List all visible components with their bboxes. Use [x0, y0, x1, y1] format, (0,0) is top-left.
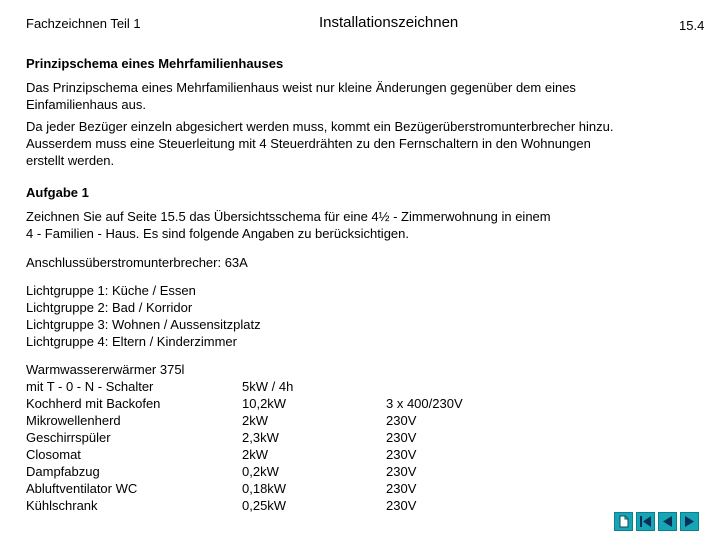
slide-navigation: [614, 512, 699, 531]
next-icon: [681, 513, 698, 530]
table-cell: Kühlschrank: [26, 498, 98, 513]
table-cell: Dampfabzug: [26, 464, 100, 479]
table-cell: 0,25kW: [242, 498, 287, 513]
first-page-icon: [637, 513, 654, 530]
table-cell: Abluftventilator WC: [26, 481, 138, 496]
table-cell: Geschirrspüler: [26, 430, 111, 445]
table-cell: 2kW: [242, 413, 268, 428]
appliance-table: [26, 361, 526, 521]
table-cell: Mikrowellenherd: [26, 413, 121, 428]
table-cell: 3 x 400/230V: [386, 396, 463, 411]
text-line: Das Prinzipschema eines Mehrfamilienhaus weist nur kleine Änderungen gegenüber dem eines: [26, 80, 576, 95]
table-cell: 230V: [386, 481, 417, 496]
table-cell: [386, 361, 506, 378]
table-cell: 0,2kW: [242, 464, 279, 479]
text-line: Einfamilienhaus aus.: [26, 97, 146, 112]
list-item: Lichtgruppe 4: Eltern / Kinderzimmer: [26, 334, 237, 349]
list-item: Lichtgruppe 3: Wohnen / Aussensitzplatz: [26, 317, 261, 332]
table-cell: 2kW: [242, 447, 268, 462]
table-cell: 230V: [386, 447, 417, 462]
table-cell: 230V: [386, 498, 417, 513]
text-line: Da jeder Bezüger einzeln abgesichert werden muss, kommt ein Bezügerüberstromunterbrecher hinzu.: [26, 119, 614, 134]
section-heading: Prinzipschema eines Mehrfamilienhauses: [26, 56, 284, 71]
light-group-list: [26, 282, 261, 350]
text-line: erstellt werden.: [26, 153, 115, 168]
previous-button[interactable]: [658, 512, 677, 531]
table-cell: mit T - 0 - N - Schalter: [26, 379, 154, 394]
table-cell: 0,18kW: [242, 481, 287, 496]
table-cell: 230V: [386, 413, 417, 428]
appliance-power-column: [242, 361, 372, 514]
table-cell: 10,2kW: [242, 396, 287, 411]
appliance-voltage-column: [386, 361, 506, 514]
table-cell: Closomat: [26, 447, 81, 462]
previous-icon: [659, 513, 676, 530]
document-icon: [615, 513, 632, 530]
table-cell: 230V: [386, 430, 417, 445]
appliance-name-column: [26, 361, 236, 514]
text-line: Zeichnen Sie auf Seite 15.5 das Übersichtsschema für eine 4½ - Zimmerwohnung in einem: [26, 209, 551, 224]
text-line: Anschlussüberstromunterbrecher: 63A: [26, 255, 248, 270]
table-cell: [386, 378, 506, 395]
table-cell: Warmwassererwärmer 375l: [26, 362, 185, 377]
main-breaker-spec: [26, 254, 686, 271]
table-cell: 2,3kW: [242, 430, 279, 445]
next-button[interactable]: [680, 512, 699, 531]
list-item: Lichtgruppe 1: Küche / Essen: [26, 283, 196, 298]
table-cell: Kochherd mit Backofen: [26, 396, 161, 411]
document-button[interactable]: [614, 512, 633, 531]
page-title: Installationszeichnen: [319, 14, 459, 31]
task-heading: Aufgabe 1: [26, 185, 89, 200]
text-line: 4 - Familien - Haus. Es sind folgende Angaben zu berücksichtigen.: [26, 226, 409, 241]
page-number: 15.4: [679, 18, 705, 33]
task-description: [26, 208, 686, 242]
text-line: Ausserdem muss eine Steuerleitung mit 4 Steuerdrähten zu den Fernschaltern in den Wohnungen: [26, 136, 591, 151]
table-cell: [242, 361, 372, 378]
paragraph-details: [26, 118, 686, 169]
table-cell: 5kW / 4h: [242, 379, 294, 394]
header-course: Fachzeichnen Teil 1: [26, 16, 141, 31]
table-cell: 230V: [386, 464, 417, 479]
first-page-button[interactable]: [636, 512, 655, 531]
paragraph-intro: [26, 79, 686, 113]
list-item: Lichtgruppe 2: Bad / Korridor: [26, 300, 193, 315]
